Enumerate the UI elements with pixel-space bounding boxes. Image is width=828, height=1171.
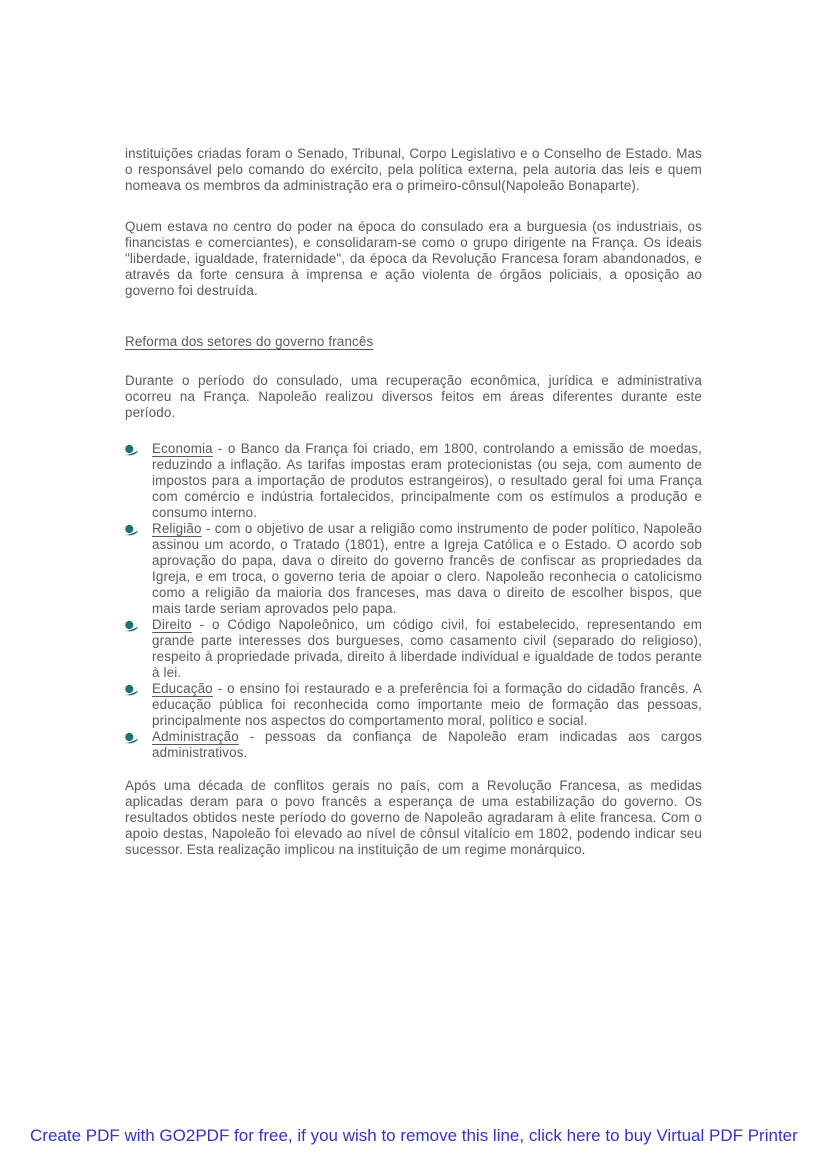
list-item-direito xyxy=(125,617,702,681)
document-content xyxy=(125,146,702,858)
list-item-term: Administração xyxy=(152,729,239,744)
list-item-administracao xyxy=(125,729,702,761)
list-item-text xyxy=(152,441,702,521)
list-item-body: - o Banco da França foi criado, em 1800, controlando a emissão de moedas, reduzindo a inflação. As tarifas impostas eram protecionistas (ou seja, com aumento de impostos para a importação de produtos estrangeiros), o resultado geral foi uma França com comércio e indústria fortalecidos, principalmente com os estímulos a produção e consumo interno. xyxy=(152,441,703,520)
list-item-text xyxy=(152,729,702,761)
teal-orb-swoosh-bullet-icon xyxy=(125,617,152,632)
list-item-educacao xyxy=(125,681,702,729)
section-heading: Reforma dos setores do governo francês xyxy=(125,334,374,349)
teal-orb-swoosh-bullet-icon xyxy=(125,729,152,744)
list-item-body: - o ensino foi restaurado e a preferência foi a formação do cidadão francês. A educação pública foi reconhecida como importante meio de formação das pessoas, principalmente nos aspectos do comportamento moral, político e social. xyxy=(152,681,703,728)
list-item-body: - pessoas da confiança de Napoleão eram indicadas aos cargos administrativos. xyxy=(152,729,702,760)
list-item-term: Direito xyxy=(152,617,192,632)
go2pdf-watermark-link[interactable]: Create PDF with GO2PDF for free, if you wish to remove this line, click here to buy Virtual PDF Printer xyxy=(30,1126,798,1145)
paragraph-intro: Durante o período do consulado, uma recuperação econômica, jurídica e administrativa ocorreu na França. Napoleão realizou diversos feitos em áreas diferentes durante este período. xyxy=(125,373,702,420)
teal-orb-swoosh-bullet-icon xyxy=(125,441,152,456)
paragraph-conclusion: Após uma década de conflitos gerais no país, com a Revolução Francesa, as medidas aplicadas deram para o povo francês a esperança de uma estabilização do governo. Os resultados obtidos neste período do governo de Napoleão agradaram à elite francesa. Com o apoio destas, Napoleão foi elevado ao nível de cônsul vitalício em 1802, podendo indicar seu sucessor. Esta realização implicou na instituição de um regime monárquico. xyxy=(125,778,702,857)
list-item-text xyxy=(152,521,702,617)
list-item-term: Economia xyxy=(152,441,213,456)
list-item-body: - com o objetivo de usar a religião como instrumento de poder político, Napoleão assinou um acordo, o Tratado (1801), entre a Igreja Católica e o Estado. O acordo sob aprovação do papa, dava o direito do governo francês de confiscar as propriedades da Igreja, e em troca, o governo teria de apoiar o clero. Napoleão reconhecia o catolicismo como a religião da maioria dos franceses, mas dava o direito de escolher bispos, que mais tarde seriam aprovados pelo papa. xyxy=(152,521,702,616)
list-item-term: Religião xyxy=(152,521,202,536)
list-item-term: Educação xyxy=(152,681,213,696)
reform-list xyxy=(125,441,702,761)
list-item-body: - o Código Napoleônico, um código civil, foi estabelecido, representando em grande parte interesses dos burgueses, como casamento civil (separado do religioso), respeito à propriedade privada, direito à liberdade individual e igualdade de todos perante à lei. xyxy=(152,617,702,680)
teal-orb-swoosh-bullet-icon xyxy=(125,681,152,696)
paragraph-bourgeoisie: Quem estava no centro do poder na época do consulado era a burguesia (os industriais, os financistas e comerciantes), e consolidaram-se como o grupo dirigente na França. Os ideais "liberdade, igualdade, fraternidade", da época da Revolução Francesa foram abandonados, e através da forte censura à imprensa e ação violenta de órgãos policiais, a oposição ao governo foi destruída. xyxy=(125,219,702,298)
list-item-text xyxy=(152,681,702,729)
teal-orb-swoosh-bullet-icon xyxy=(125,521,152,536)
paragraph-institutions: instituições criadas foram o Senado, Tribunal, Corpo Legislativo e o Conselho de Estado. Mas o responsável pelo comando do exército, pela política externa, pela autoria das leis e quem nomeava os membros da administração era o primeiro-cônsul(Napoleão Bonaparte). xyxy=(125,146,702,193)
list-item-text xyxy=(152,617,702,681)
list-item-religiao xyxy=(125,521,702,617)
list-item-economia xyxy=(125,441,702,521)
